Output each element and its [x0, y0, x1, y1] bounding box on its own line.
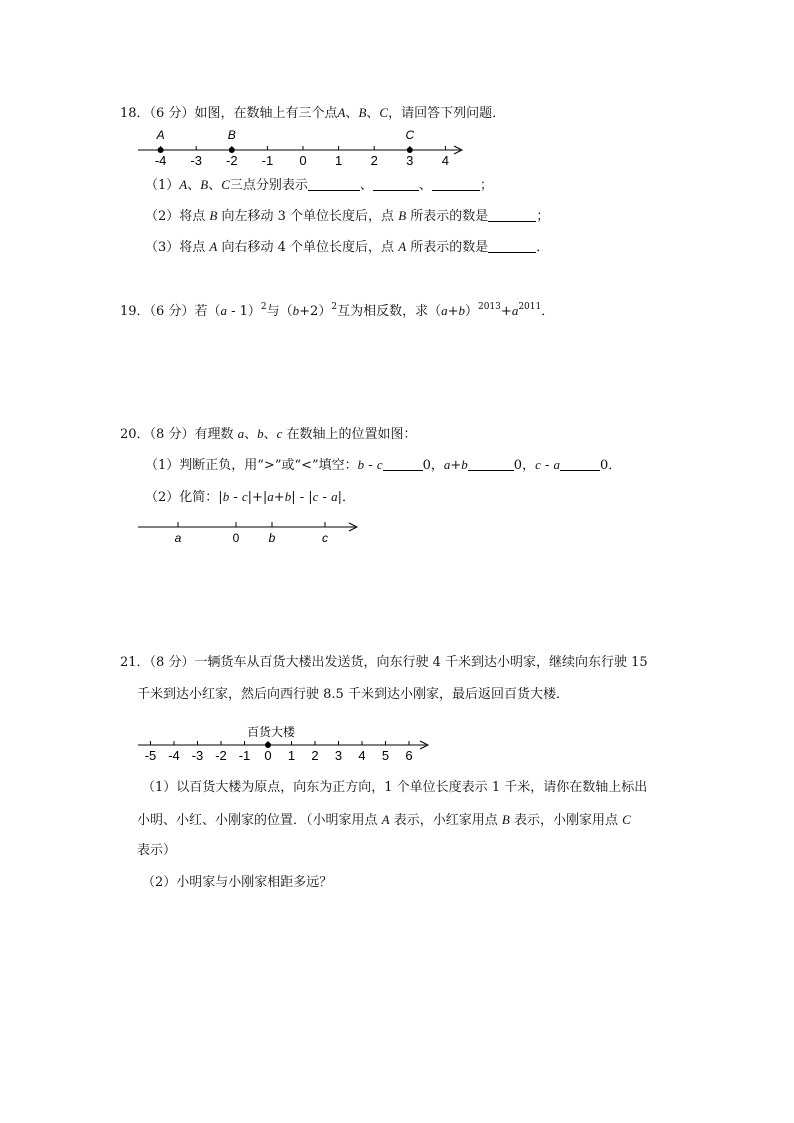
- part-text: 所表示的数是: [406, 209, 489, 224]
- part-number: （2）: [142, 875, 177, 890]
- origin-label: 百货大楼: [246, 725, 296, 739]
- q21-number: 21．: [120, 655, 150, 670]
- exponent: 2011: [518, 302, 542, 312]
- var-b: b: [357, 457, 365, 472]
- part-number: （2）: [145, 490, 180, 505]
- var-c: C: [379, 105, 389, 120]
- axis-label-b: b: [268, 531, 276, 545]
- tick-label: 3: [334, 748, 343, 763]
- q19-number: 19．: [120, 304, 150, 319]
- part-number: （2）: [145, 209, 180, 224]
- part-text: 将点: [179, 240, 210, 255]
- var-b: b: [257, 426, 264, 441]
- var-a: A: [398, 239, 407, 254]
- zero: 0，: [422, 458, 444, 473]
- end-mark: ．: [536, 240, 550, 255]
- symbol: -: [318, 490, 332, 505]
- part-text: 表示，小红家用点: [389, 813, 502, 828]
- plus: +: [500, 304, 512, 319]
- q21-text: 一辆货车从百货大楼出发送货，向东行驶 4 千米到达小明家，继续向东行驶 15: [194, 655, 648, 670]
- part-text: 判断正负，用“>”或“<”填空：: [179, 458, 358, 473]
- q19-text: 若（: [194, 304, 221, 319]
- q20-score: （8 分）: [149, 427, 195, 442]
- var-b: b: [222, 489, 230, 504]
- tick-label: -4: [154, 153, 167, 168]
- operator: -: [364, 458, 377, 473]
- var-a: a: [267, 489, 274, 504]
- tick-label: -2: [215, 748, 227, 763]
- symbol: |．: [337, 490, 355, 505]
- var-b: B: [358, 105, 367, 120]
- zero: 0，: [513, 458, 536, 473]
- var-a: A: [209, 239, 218, 254]
- tick-label: -2: [226, 153, 238, 168]
- var-b: B: [209, 208, 218, 223]
- q18-score: （6 分）: [149, 106, 195, 121]
- exponent: 2: [260, 302, 267, 312]
- q20-number: 20．: [120, 427, 150, 442]
- tick-label: 5: [381, 748, 390, 763]
- end-mark: ；: [536, 209, 550, 224]
- part-text: 所表示的数是: [406, 240, 489, 255]
- zero: 0．: [600, 458, 622, 473]
- tick-label: 6: [405, 748, 413, 763]
- var-c: c: [241, 489, 248, 504]
- tick-label: -1: [261, 153, 274, 168]
- q20-text: 有理数: [194, 427, 238, 442]
- tick-label: -5: [144, 748, 157, 763]
- end-mark: ；: [479, 178, 493, 193]
- part-text: 表示）: [137, 843, 177, 858]
- var-a: A: [179, 177, 188, 192]
- tick-label: 2: [311, 748, 319, 763]
- axis-label-c: c: [322, 531, 328, 545]
- var-b: B: [501, 812, 510, 827]
- part-number: （3）: [145, 240, 180, 255]
- var-b: b: [461, 457, 468, 472]
- tick-label: 0: [299, 153, 307, 168]
- part-number: （1）: [145, 178, 180, 193]
- q19-text: - 1）: [226, 304, 261, 319]
- tick-label: 0: [264, 748, 272, 763]
- q19-text: 互为相反数，求（: [337, 304, 442, 319]
- tick-label: 3: [406, 153, 414, 168]
- part-text: 将点: [179, 209, 210, 224]
- part-text: 向右移动 4 个单位长度后，点: [217, 240, 399, 255]
- part-number: （1）: [142, 780, 177, 795]
- q20-tail: 在数轴上的位置如图：: [282, 427, 417, 442]
- sep: 、: [418, 178, 432, 193]
- tick-label: -4: [168, 748, 180, 763]
- q19-text: +2）: [299, 304, 332, 319]
- part-number: （1）: [145, 458, 180, 473]
- sep: 、: [359, 178, 373, 193]
- var-c: c: [535, 457, 541, 472]
- symbol: |: [218, 490, 223, 505]
- q19-text: 与（: [266, 304, 293, 319]
- part-text: 三点分别表示: [229, 178, 308, 193]
- origin-point: [265, 742, 271, 748]
- var-b: B: [200, 177, 209, 192]
- var-a: a: [237, 426, 245, 441]
- point-label: A: [156, 128, 165, 142]
- var-a: a: [511, 303, 519, 318]
- part-text: 表示，小刚家用点: [509, 813, 623, 828]
- plus: +: [447, 304, 459, 319]
- symbol: +: [273, 490, 285, 505]
- tick-label: 1: [287, 748, 296, 763]
- sep: 、: [263, 427, 277, 442]
- var-a: a: [220, 303, 227, 318]
- var-b: b: [292, 303, 300, 318]
- var-a: a: [331, 489, 338, 504]
- q18-text: 如图，在数轴上有三个点: [194, 106, 338, 121]
- var-a: A: [381, 812, 390, 827]
- point-label: C: [405, 128, 415, 142]
- tick-label: -3: [191, 748, 204, 763]
- symbol: |+|: [247, 490, 268, 505]
- tick-label: 4: [441, 153, 450, 168]
- q19-text: ）: [464, 304, 478, 319]
- var-c: C: [622, 812, 631, 827]
- var-b: B: [398, 208, 407, 223]
- end-mark: ．: [541, 304, 555, 319]
- sep: 、: [244, 427, 258, 442]
- tick-label: -3: [190, 153, 202, 168]
- symbol: | - |: [291, 490, 313, 505]
- exponent: 2: [331, 302, 338, 312]
- sep: 、: [345, 106, 359, 121]
- var-a: a: [553, 457, 561, 472]
- symbol: -: [229, 490, 242, 505]
- var-c: c: [376, 457, 383, 472]
- point-label: B: [227, 128, 236, 142]
- sep: 、: [187, 178, 201, 193]
- var-c: c: [312, 489, 319, 504]
- var-c: c: [276, 426, 283, 441]
- exponent: 2013: [478, 302, 501, 312]
- operator: +: [450, 458, 462, 473]
- q18-tail: ，请回答下列问题．: [388, 106, 506, 121]
- sep: 、: [366, 106, 380, 121]
- part-text: 小明、小红、小刚家的位置．（小明家用点: [137, 813, 382, 828]
- part-text: 向左移动 3 个单位长度后，点: [217, 209, 399, 224]
- part-text: 以百货大楼为原点，向东为正方向，1 个单位长度表示 1 千米，请你在数轴上标出: [176, 780, 648, 795]
- part-text: 化简：: [179, 490, 219, 505]
- var-c: C: [221, 177, 230, 192]
- var-a: a: [443, 457, 451, 472]
- tick-label: -1: [238, 748, 251, 763]
- var-a: A: [337, 105, 346, 120]
- var-a: a: [441, 303, 448, 318]
- axis-label-0: 0: [232, 531, 240, 545]
- q21-score: （8 分）: [149, 655, 195, 670]
- tick-label: 1: [334, 153, 343, 168]
- var-b: b: [284, 489, 292, 504]
- operator: -: [540, 458, 554, 473]
- tick-label: 4: [358, 748, 366, 763]
- sep: 、: [208, 178, 222, 193]
- tick-label: 2: [370, 153, 378, 168]
- q18-number: 18．: [120, 106, 150, 121]
- var-b: b: [458, 303, 465, 318]
- axis-label-a: a: [174, 531, 182, 545]
- part-text: 小明家与小刚家相距多远？: [176, 875, 333, 890]
- q21-text: 千米到达小红家，然后向西行驶 8.5 千米到达小刚家，最后返回百货大楼．: [137, 687, 569, 702]
- q19-score: （6 分）: [149, 304, 195, 319]
